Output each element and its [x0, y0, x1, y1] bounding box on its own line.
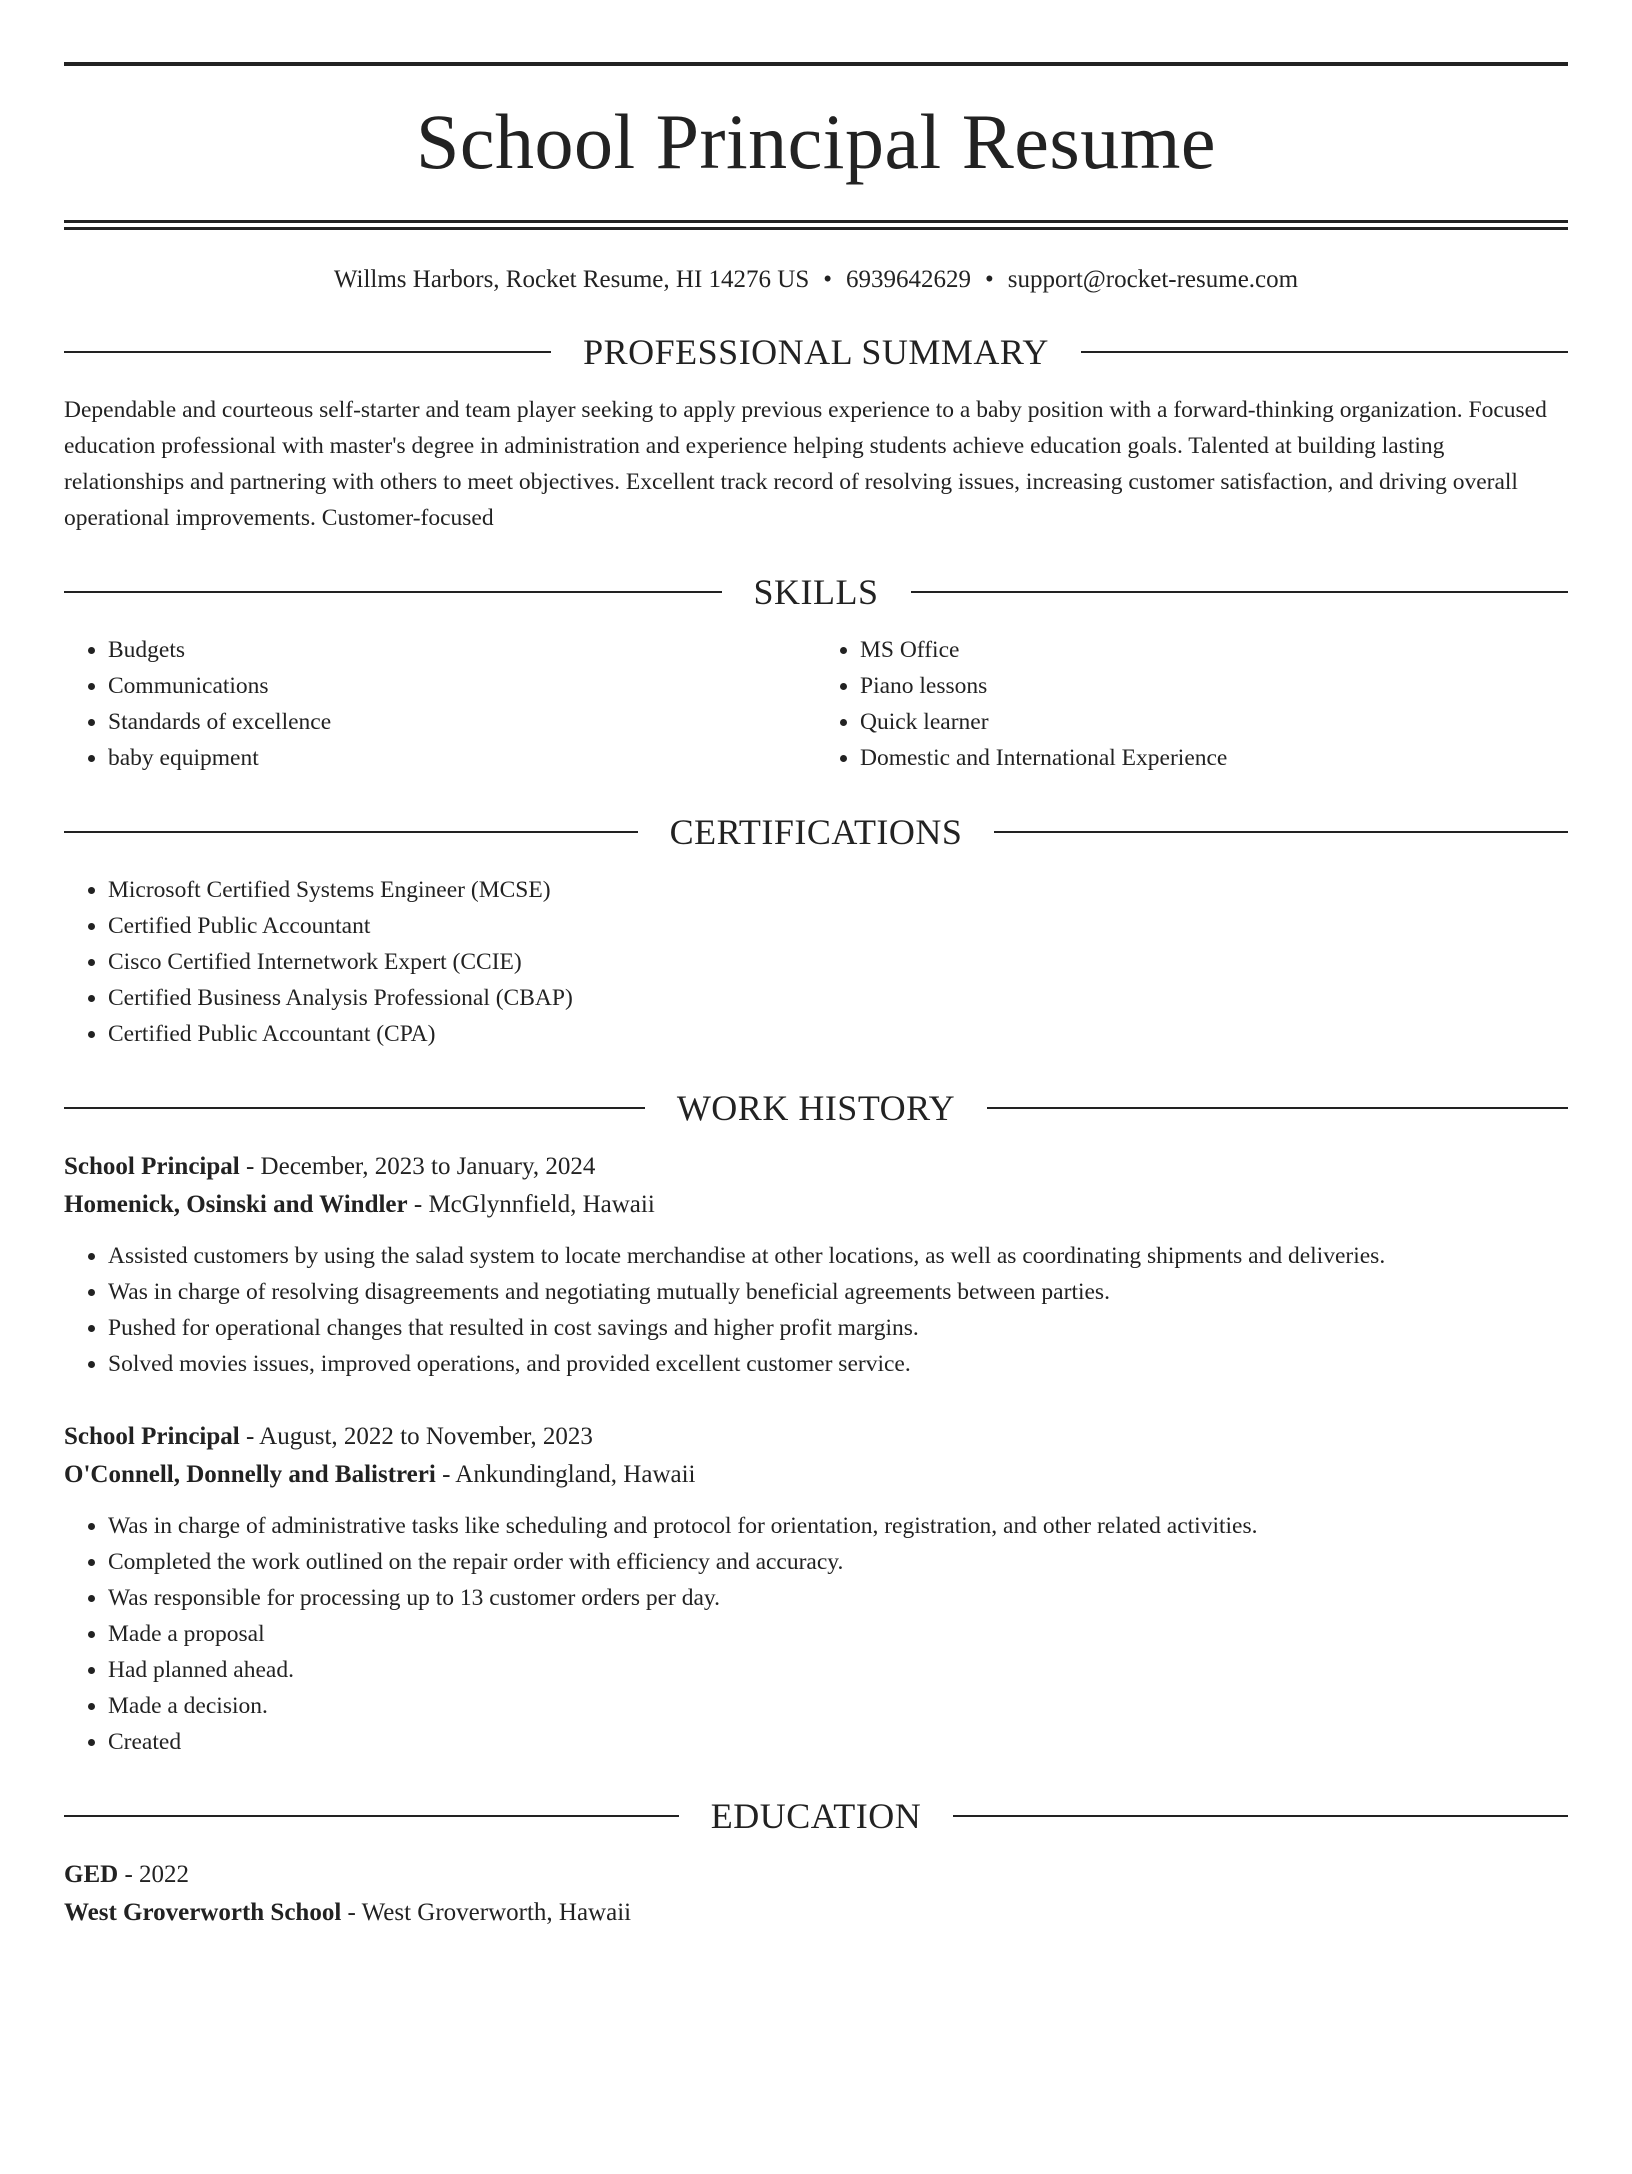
- job-title-line: [64, 1148, 1568, 1186]
- summary-heading: [64, 330, 1568, 374]
- certification-item: • Certified Business Analysis Professional (CBAP): [108, 980, 1568, 1016]
- education-degree-line: [64, 1856, 1568, 1894]
- job-bullet: • Had planned ahead.: [108, 1652, 1568, 1688]
- contact-phone: 6939642629: [846, 266, 972, 293]
- certification-item: • Certified Public Accountant: [108, 908, 1568, 944]
- job-bullet: • Assisted customers by using the salad system to locate merchandise at other locations, as well as coordinating shipments and deliveries.: [108, 1238, 1568, 1274]
- skill-item: • Communications: [108, 668, 816, 704]
- resume-page: [0, 62, 1632, 2174]
- job-entry: [64, 1148, 1568, 1382]
- title-double-rule: [64, 220, 1568, 230]
- certification-item: • Certified Public Accountant (CPA): [108, 1016, 1568, 1052]
- job-entry: [64, 1418, 1568, 1760]
- skills-grid: [64, 632, 1568, 776]
- contact-address: Willms Harbors, Rocket Resume, HI 14276 US: [333, 266, 810, 293]
- job-bullet: • Was responsible for processing up to 13 customer orders per day.: [108, 1580, 1568, 1616]
- education-heading-label: EDUCATION: [710, 1796, 922, 1836]
- certifications-heading-label: CERTIFICATIONS: [669, 812, 963, 852]
- job-bullets: [64, 1238, 1568, 1382]
- heading-rule-left: [64, 1815, 679, 1817]
- certifications-heading: [64, 810, 1568, 854]
- heading-rule-left: [64, 351, 551, 353]
- education-school: West Groverworth School: [64, 1899, 342, 1926]
- skill-item: • Standards of excellence: [108, 704, 816, 740]
- heading-rule-right: [953, 1815, 1568, 1817]
- job-bullet: • Made a decision.: [108, 1688, 1568, 1724]
- heading-rule-right: [994, 831, 1568, 833]
- heading-rule-right: [911, 591, 1569, 593]
- heading-rule-right: [987, 1107, 1568, 1109]
- certification-item: • Microsoft Certified Systems Engineer (MCSE): [108, 872, 1568, 908]
- education-school-line: [64, 1894, 1568, 1932]
- contact-email: support@rocket-resume.com: [1007, 266, 1299, 293]
- job-company-line: [64, 1456, 1568, 1494]
- summary-text: Dependable and courteous self-starter and team player seeking to apply previous experience to a baby position with a forward-thinking organization. Focused education professional with master's degree in administration and experience helping students achieve education goals. Talented at building lasting relationships and partnering with others to meet objectives. Excellent track record of resolving issues, increasing customer satisfaction, and driving overall operational improvements. Customer-focused: [64, 397, 1547, 531]
- skills-heading: [64, 570, 1568, 614]
- skills-heading-label: SKILLS: [753, 572, 879, 612]
- job-title: School Principal: [64, 1423, 240, 1450]
- skill-item: • baby equipment: [108, 740, 816, 776]
- skill-item: • Domestic and International Experience: [860, 740, 1568, 776]
- job-company: Homenick, Osinski and Windler: [64, 1191, 408, 1218]
- job-bullet: • Created: [108, 1724, 1568, 1760]
- job-bullet: • Was in charge of administrative tasks like scheduling and protocol for orientation, registration, and other related activities.: [108, 1508, 1568, 1544]
- heading-rule-right: [1081, 351, 1568, 353]
- education-location: - West Groverworth, Hawaii: [341, 1899, 632, 1926]
- job-company-line: [64, 1186, 1568, 1224]
- top-rule: [64, 62, 1568, 66]
- skill-item: • Quick learner: [860, 704, 1568, 740]
- job-bullet: • Pushed for operational changes that resulted in cost savings and higher profit margins.: [108, 1310, 1568, 1346]
- job-location: - McGlynnfield, Hawaii: [407, 1191, 655, 1218]
- education-year: - 2022: [118, 1861, 190, 1888]
- heading-rule-left: [64, 591, 722, 593]
- job-bullet: • Completed the work outlined on the repair order with efficiency and accuracy.: [108, 1544, 1568, 1580]
- contact-separator: •: [823, 266, 833, 293]
- job-bullet: • Solved movies issues, improved operations, and provided excellent customer service.: [108, 1346, 1568, 1382]
- certifications-list: [64, 872, 1568, 1052]
- skill-item: • MS Office: [860, 632, 1568, 668]
- skills-list-right: [816, 632, 1568, 776]
- job-bullet: • Was in charge of resolving disagreements and negotiating mutually beneficial agreements between parties.: [108, 1274, 1568, 1310]
- skills-list-left: [64, 632, 816, 776]
- resume-title: School Principal Resume: [415, 98, 1217, 185]
- heading-rule-left: [64, 1107, 645, 1109]
- job-title-line: [64, 1418, 1568, 1456]
- skill-item: • Budgets: [108, 632, 816, 668]
- job-bullets: [64, 1508, 1568, 1760]
- job-dates: - August, 2022 to November, 2023: [239, 1423, 593, 1450]
- work-heading-label: WORK HISTORY: [676, 1088, 956, 1128]
- contact-separator: •: [985, 266, 994, 293]
- summary-heading-label: PROFESSIONAL SUMMARY: [583, 332, 1049, 372]
- job-dates: - December, 2023 to January, 2024: [239, 1153, 596, 1180]
- job-bullet: • Made a proposal: [108, 1616, 1568, 1652]
- work-heading: [64, 1086, 1568, 1130]
- education-degree: GED: [64, 1861, 119, 1888]
- certification-item: • Cisco Certified Internetwork Expert (CCIE): [108, 944, 1568, 980]
- contact-line: [64, 264, 1568, 296]
- job-company: O'Connell, Donnelly and Balistreri: [64, 1461, 436, 1488]
- education-heading: [64, 1794, 1568, 1838]
- skill-item: • Piano lessons: [860, 668, 1568, 704]
- job-location: - Ankundingland, Hawaii: [435, 1461, 696, 1488]
- heading-rule-left: [64, 831, 638, 833]
- job-title: School Principal: [64, 1153, 240, 1180]
